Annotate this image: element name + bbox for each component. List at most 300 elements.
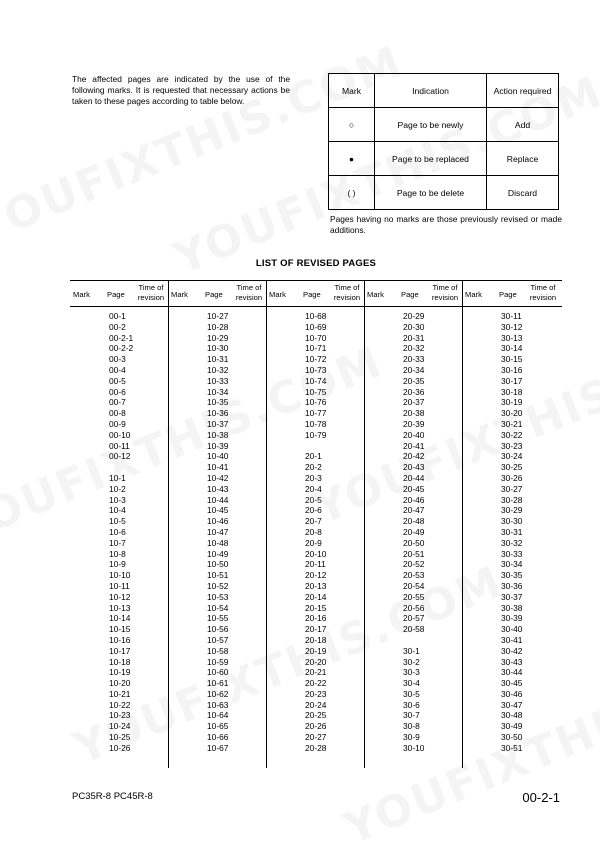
- page-entry: [70, 559, 168, 570]
- page-entry: [266, 473, 364, 484]
- page-column: [266, 311, 364, 754]
- page-entry: [168, 538, 266, 549]
- page-entry: [70, 710, 168, 721]
- page-entry: [70, 462, 168, 473]
- page-number: 30-9: [403, 732, 420, 743]
- page-entry: [266, 646, 364, 657]
- page-entry: [70, 678, 168, 689]
- page-number: 10-38: [207, 429, 229, 440]
- header-mark: Mark: [465, 290, 482, 299]
- page-entry: [364, 495, 462, 506]
- page-number: 30-51: [501, 742, 523, 753]
- page-number: 10-28: [207, 321, 229, 332]
- page-entry: [168, 376, 266, 387]
- page-number: 30-30: [501, 516, 523, 527]
- page-number: 10-69: [305, 321, 327, 332]
- page-entry: [168, 581, 266, 592]
- page-entry: [462, 419, 560, 430]
- page-number: 10-20: [109, 678, 131, 689]
- header-time-line1: Time of: [138, 283, 164, 292]
- page-entry: [364, 484, 462, 495]
- page-entry: [462, 559, 560, 570]
- page-entry: [70, 376, 168, 387]
- page-entry: [70, 700, 168, 711]
- page-number: 20-24: [305, 699, 327, 710]
- page-number: 20-29: [403, 311, 425, 321]
- mark-replace-symbol: ●: [329, 142, 375, 176]
- page-number: 20-54: [403, 580, 425, 591]
- page-number: 20-31: [403, 332, 425, 343]
- header-time-line2: revision: [235, 293, 263, 302]
- page-entry: [364, 624, 462, 635]
- page-entry: [462, 397, 560, 408]
- header-time-of-revision: [135, 283, 167, 303]
- page-entry: [364, 667, 462, 678]
- page-entry: [168, 657, 266, 668]
- page-entry: [70, 365, 168, 376]
- page-number: 10-71: [305, 343, 327, 354]
- page-number: 10-16: [109, 634, 131, 645]
- page-number: 10-75: [305, 386, 327, 397]
- page-number: 10-34: [207, 386, 229, 397]
- page-number: 20-11: [305, 559, 326, 570]
- header-time-line1: Time of: [334, 283, 360, 292]
- page-entry: [70, 743, 168, 754]
- page-column: [168, 311, 266, 754]
- page-number: 20-38: [403, 408, 425, 419]
- header-time-line1: Time of: [530, 283, 556, 292]
- page-entry: [266, 365, 364, 376]
- page-entry: [70, 689, 168, 700]
- page-number: 20-22: [305, 678, 327, 689]
- page-number: 10-70: [305, 332, 327, 343]
- page-number: 10-23: [109, 710, 131, 721]
- page-number: 30-35: [501, 570, 523, 581]
- page-entry: [266, 743, 364, 754]
- page-entry: [70, 505, 168, 516]
- page-entry: [364, 678, 462, 689]
- page-number: 20-33: [403, 354, 425, 365]
- page-entry: [266, 657, 364, 668]
- mark-action: Replace: [487, 142, 559, 176]
- page-number: 10-19: [109, 667, 131, 678]
- page-number: 20-25: [305, 710, 327, 721]
- page-number: 00-2-2: [109, 343, 134, 354]
- page-number: 10-5: [109, 516, 126, 527]
- page-number: 10-77: [305, 408, 327, 419]
- page-entry: [168, 505, 266, 516]
- page-number: 30-40: [501, 624, 523, 635]
- list-title: LIST OF REVISED PAGES: [255, 258, 377, 269]
- page-entry: [462, 387, 560, 398]
- marks-header-indication: Indication: [375, 74, 487, 108]
- page-number: 30-28: [501, 494, 523, 505]
- page-number: 00-12: [109, 451, 131, 462]
- page-entry: [70, 549, 168, 560]
- page-entry: [168, 408, 266, 419]
- page-number: 20-14: [305, 591, 327, 602]
- page-entry: [364, 505, 462, 516]
- page-column: [462, 311, 560, 754]
- page-entry: [266, 516, 364, 527]
- page-entry: [70, 484, 168, 495]
- page-number: 30-49: [501, 721, 523, 732]
- mark-indication: Page to be newly: [375, 108, 487, 142]
- page-entry: [168, 462, 266, 473]
- page-entry: [70, 343, 168, 354]
- header-mark: Mark: [73, 290, 90, 299]
- page-entry: [266, 570, 364, 581]
- page-entry: [462, 646, 560, 657]
- page-number: 10-8: [109, 548, 126, 559]
- page-number: 20-26: [305, 721, 327, 732]
- page-number: 00-6: [109, 386, 126, 397]
- page-number: 10-55: [207, 613, 229, 624]
- page-entry: [364, 603, 462, 614]
- page-number: 00-7: [109, 397, 126, 408]
- page-entry: [462, 343, 560, 354]
- table-top-rule: [70, 280, 562, 281]
- intro-paragraph: The affected pages are indicated by the use of the following marks. It is requested that necessary actions be taken to these pages according to table below.: [72, 74, 290, 106]
- page-number: 10-12: [109, 591, 131, 602]
- page-entry: [168, 646, 266, 657]
- page-number: 30-12: [501, 321, 523, 332]
- page-number: 10-61: [207, 678, 229, 689]
- page-number: 10-30: [207, 343, 229, 354]
- page-number: 20-2: [305, 462, 322, 473]
- page-number: 10-41: [207, 462, 229, 473]
- column-header: [266, 282, 364, 306]
- page-entry: [462, 484, 560, 495]
- page-number: 30-50: [501, 732, 523, 743]
- page-number: 10-1: [109, 472, 126, 483]
- header-mark: Mark: [367, 290, 384, 299]
- page-entry: [70, 311, 168, 322]
- page-number: 10-2: [109, 483, 126, 494]
- page-number: 20-10: [305, 548, 327, 559]
- page-entry: [168, 710, 266, 721]
- page-number: 10-48: [207, 537, 229, 548]
- page-number: 20-28: [305, 742, 327, 753]
- page-entry: [266, 505, 364, 516]
- page-entry: [70, 624, 168, 635]
- page-number: 20-46: [403, 494, 425, 505]
- page-number: 20-40: [403, 429, 425, 440]
- page-entry: [70, 441, 168, 452]
- page-number: 30-22: [501, 429, 523, 440]
- page-entry: [266, 721, 364, 732]
- page-number: 10-33: [207, 375, 229, 386]
- page-entry: [462, 354, 560, 365]
- page-number: 10-60: [207, 667, 229, 678]
- page-entry: [364, 549, 462, 560]
- page-number: 20-39: [403, 418, 425, 429]
- page-number: 10-37: [207, 418, 229, 429]
- page-number: 10-27: [207, 311, 229, 321]
- page-entry: [168, 387, 266, 398]
- page-entry: [364, 570, 462, 581]
- page-entry: [462, 549, 560, 560]
- page-number: 30-6: [403, 699, 420, 710]
- page-number: 30-33: [501, 548, 523, 559]
- page-entry: [70, 732, 168, 743]
- page-number: 10-52: [207, 580, 229, 591]
- page-number: 30-48: [501, 710, 523, 721]
- page-entry: [266, 678, 364, 689]
- page-entry: [70, 333, 168, 344]
- page-number: 20-23: [305, 688, 327, 699]
- page-entry: [266, 408, 364, 419]
- page-number: 30-42: [501, 645, 523, 656]
- header-time-line1: Time of: [432, 283, 458, 292]
- page-entry: [462, 581, 560, 592]
- page-number: 10-51: [207, 570, 229, 581]
- page-number: 30-31: [501, 526, 523, 537]
- page-entry: [364, 376, 462, 387]
- page-number: 10-62: [207, 688, 229, 699]
- page-entry: [266, 484, 364, 495]
- page-entry: [168, 732, 266, 743]
- page-number: 10-68: [305, 311, 327, 321]
- page-number: 10-31: [207, 354, 229, 365]
- page-number: 20-30: [403, 321, 425, 332]
- mark-indication: Page to be delete: [375, 176, 487, 210]
- page-entry: [364, 343, 462, 354]
- page-number: 10-66: [207, 732, 229, 743]
- page-entry: [70, 570, 168, 581]
- page-number: 20-18: [305, 634, 327, 645]
- page-entry: [168, 495, 266, 506]
- page-number: 10-22: [109, 699, 131, 710]
- page-number: 10-44: [207, 494, 229, 505]
- page-entry: [364, 592, 462, 603]
- page-column: [364, 311, 462, 754]
- header-page: Page: [107, 290, 125, 299]
- page-number: 20-45: [403, 483, 425, 494]
- page-entry: [70, 657, 168, 668]
- page-entry: [168, 451, 266, 462]
- page-entry: [266, 538, 364, 549]
- page-entry: [266, 376, 364, 387]
- page-entry: [168, 430, 266, 441]
- page-entry: [70, 322, 168, 333]
- page-entry: [462, 570, 560, 581]
- page-entry: [168, 473, 266, 484]
- page-entry: [266, 624, 364, 635]
- header-mark: Mark: [171, 290, 188, 299]
- page-number: 10-72: [305, 354, 327, 365]
- mark-indication: Page to be replaced: [375, 142, 487, 176]
- page-entry: [364, 430, 462, 441]
- page-number: 20-19: [305, 645, 327, 656]
- page-entry: [70, 473, 168, 484]
- page-number: 10-56: [207, 624, 229, 635]
- page-number: 10-78: [305, 418, 327, 429]
- page-number: 30-20: [501, 408, 523, 419]
- marks-row: [329, 108, 559, 142]
- page-entry: [266, 343, 364, 354]
- mark-action: Discard: [487, 176, 559, 210]
- page-entry: [462, 732, 560, 743]
- page-entry: [168, 343, 266, 354]
- header-time-line2: revision: [431, 293, 459, 302]
- page-number: 20-58: [403, 624, 425, 635]
- page-number: 20-51: [403, 548, 425, 559]
- header-time-line2: revision: [529, 293, 557, 302]
- page-number: 20-1: [305, 451, 322, 462]
- page-number: 20-48: [403, 516, 425, 527]
- page-entry: [70, 430, 168, 441]
- marks-legend-table: [328, 73, 559, 210]
- page-number: 10-40: [207, 451, 229, 462]
- page-number: 20-9: [305, 537, 322, 548]
- page-number: 00-5: [109, 375, 126, 386]
- column-header: [168, 282, 266, 306]
- page-entry: [462, 451, 560, 462]
- page-entry: [266, 311, 364, 322]
- page-number: 30-11: [501, 311, 522, 321]
- page-number: 30-41: [501, 634, 523, 645]
- page-entry: [462, 333, 560, 344]
- page-number: 10-65: [207, 721, 229, 732]
- page-number: 30-46: [501, 688, 523, 699]
- header-time-line2: revision: [137, 293, 165, 302]
- page-entry: [462, 721, 560, 732]
- page-entry: [168, 333, 266, 344]
- page-entry: [70, 538, 168, 549]
- page-entry: [168, 484, 266, 495]
- page-entry: [168, 322, 266, 333]
- footer-page-number: 00-2-1: [522, 790, 560, 805]
- page-number: 10-74: [305, 375, 327, 386]
- page-entry: [168, 354, 266, 365]
- page-number: 10-13: [109, 602, 131, 613]
- page-entry: [70, 581, 168, 592]
- header-page: Page: [205, 290, 223, 299]
- page-entry: [266, 387, 364, 398]
- page-entry: [462, 613, 560, 624]
- page-number: 20-49: [403, 526, 425, 537]
- page-entry: [70, 721, 168, 732]
- page-entry: [364, 646, 462, 657]
- header-time-line1: Time of: [236, 283, 262, 292]
- page-entry: [462, 516, 560, 527]
- page-number: 10-21: [109, 688, 131, 699]
- page-entry: [168, 613, 266, 624]
- page-entry: [168, 397, 266, 408]
- page-number: 20-43: [403, 462, 425, 473]
- page-number: 00-10: [109, 429, 131, 440]
- column-header: [70, 282, 168, 306]
- page-number: 00-9: [109, 418, 126, 429]
- page-number: 20-27: [305, 732, 327, 743]
- page-entry: [462, 527, 560, 538]
- page-number: 20-12: [305, 570, 327, 581]
- page-number: 10-64: [207, 710, 229, 721]
- page-number: 00-2: [109, 321, 126, 332]
- page-entry: [266, 613, 364, 624]
- page-number: 20-4: [305, 483, 322, 494]
- page-column: [70, 311, 168, 754]
- note-paragraph: Pages having no marks are those previously revised or made additions.: [330, 214, 562, 235]
- page-number: 10-59: [207, 656, 229, 667]
- header-page: Page: [401, 290, 419, 299]
- page-entry: [266, 592, 364, 603]
- page-number: 10-54: [207, 602, 229, 613]
- page-number: 10-6: [109, 526, 126, 537]
- page-number: 30-1: [403, 645, 420, 656]
- page-number: 20-36: [403, 386, 425, 397]
- page-entry: [70, 527, 168, 538]
- page-number: 30-44: [501, 667, 523, 678]
- page-number: 30-21: [501, 418, 523, 429]
- page-entry: [462, 657, 560, 668]
- page-entry: [462, 678, 560, 689]
- page-number: 10-43: [207, 483, 229, 494]
- page-number: 30-24: [501, 451, 523, 462]
- header-time-of-revision: [527, 283, 559, 303]
- page-entry: [364, 322, 462, 333]
- page-entry: [462, 365, 560, 376]
- page-entry: [462, 710, 560, 721]
- page-entry: [266, 549, 364, 560]
- page-number: 30-23: [501, 440, 523, 451]
- page-entry: [266, 559, 364, 570]
- page-entry: [168, 592, 266, 603]
- page-entry: [462, 495, 560, 506]
- page-number: 10-46: [207, 516, 229, 527]
- page-entry: [364, 354, 462, 365]
- page-entry: [266, 333, 364, 344]
- page-number: 30-38: [501, 602, 523, 613]
- page-number: 20-42: [403, 451, 425, 462]
- page-entry: [364, 311, 462, 322]
- page-entry: [266, 710, 364, 721]
- page-entry: [70, 419, 168, 430]
- page-entry: [70, 495, 168, 506]
- page-entry: [364, 732, 462, 743]
- page-number: 10-49: [207, 548, 229, 559]
- page-entry: [364, 700, 462, 711]
- page-entry: [70, 451, 168, 462]
- page-number: 30-45: [501, 678, 523, 689]
- page-number: 20-37: [403, 397, 425, 408]
- page-entry: [168, 678, 266, 689]
- page-entry: [168, 365, 266, 376]
- page-number: 10-32: [207, 364, 229, 375]
- page-number: 30-15: [501, 354, 523, 365]
- page-entry: [462, 603, 560, 614]
- page-entry: [462, 462, 560, 473]
- page-number: 10-79: [305, 429, 327, 440]
- page-number: 10-53: [207, 591, 229, 602]
- page-entry: [168, 516, 266, 527]
- page-entry: [364, 387, 462, 398]
- page-number: 30-7: [403, 710, 420, 721]
- page-number: 20-34: [403, 364, 425, 375]
- page-entry: [70, 646, 168, 657]
- footer-model: PC35R-8 PC45R-8: [72, 791, 153, 802]
- page-entry: [266, 462, 364, 473]
- page-number: 10-73: [305, 364, 327, 375]
- page-entry: [462, 743, 560, 754]
- page-entry: [266, 527, 364, 538]
- page-number: 10-47: [207, 526, 229, 537]
- page-number: 30-26: [501, 472, 523, 483]
- page-entry: [364, 451, 462, 462]
- page-number: 20-32: [403, 343, 425, 354]
- page-number: 20-21: [305, 667, 327, 678]
